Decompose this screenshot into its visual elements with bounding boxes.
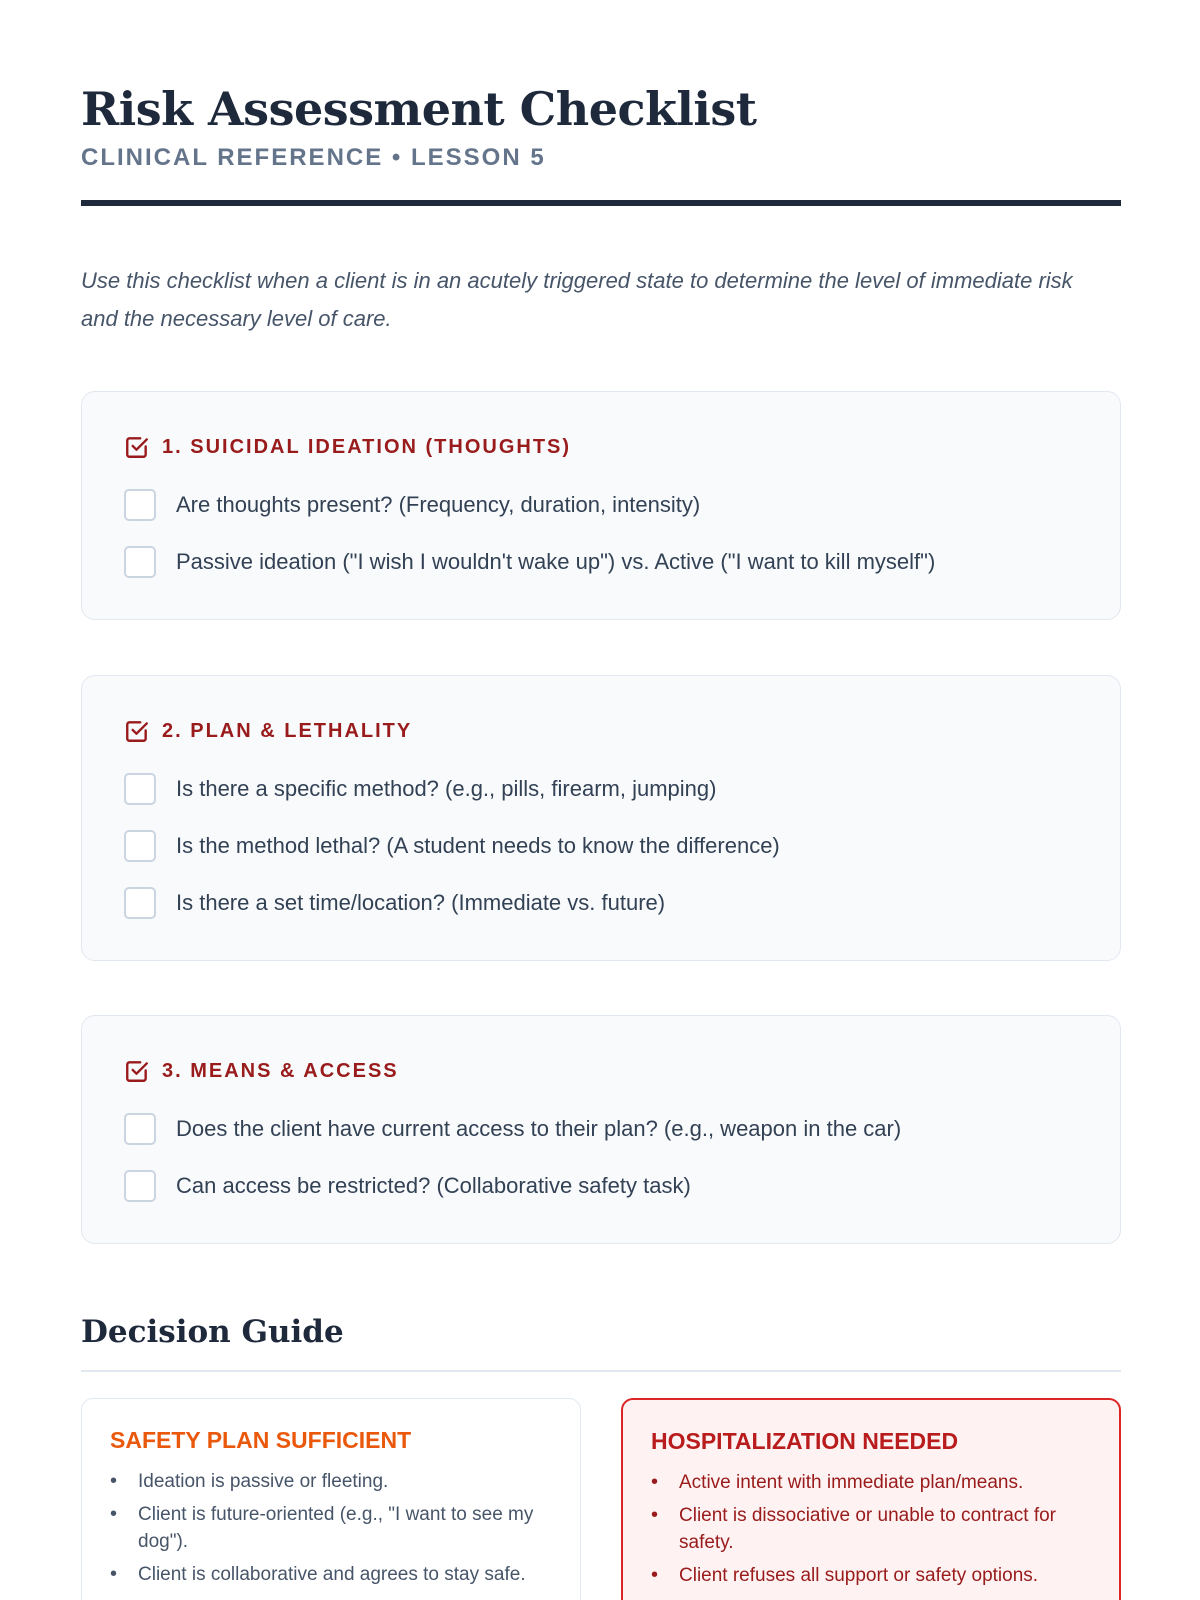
- hospitalization-title: HOSPITALIZATION NEEDED: [651, 1428, 959, 1454]
- header-divider: [81, 200, 1121, 206]
- list-item: • Client is dissociative or unable to contract for safety.: [651, 1502, 1091, 1556]
- list-item: • Active intent with immediate plan/means.: [651, 1469, 1091, 1496]
- safety-plan-title: SAFETY PLAN SUFFICIENT: [110, 1427, 412, 1453]
- item-label: Is there a set time/location? (Immediate vs. future): [176, 890, 666, 915]
- item-checkbox[interactable]: [124, 887, 156, 919]
- checklist-item[interactable]: [124, 545, 935, 579]
- checkbox-checked-icon: [124, 434, 150, 460]
- section-means-access: [81, 1015, 1121, 1244]
- item-checkbox[interactable]: [124, 830, 156, 862]
- checklist-item[interactable]: [124, 886, 665, 920]
- item-label: Is there a specific method? (e.g., pills, firearm, jumping): [176, 776, 717, 801]
- checklist-item[interactable]: [124, 488, 700, 522]
- list-item: • Client refuses all support or safety options.: [651, 1562, 1091, 1589]
- checklist-item[interactable]: [124, 1112, 901, 1146]
- item-checkbox[interactable]: [124, 489, 156, 521]
- page-title: Risk Assessment Checklist: [81, 82, 757, 136]
- safety-plan-card: [81, 1398, 581, 1600]
- section-plan-lethality: [81, 675, 1121, 961]
- section-title: 2. PLAN & LETHALITY: [162, 719, 413, 742]
- item-checkbox[interactable]: [124, 773, 156, 805]
- checkbox-checked-icon: [124, 1058, 150, 1084]
- intro-text: Use this checklist when a client is in an acutely triggered state to determine the level of immediate risk and the necessary level of care.: [81, 268, 1073, 331]
- section-header: [124, 434, 571, 460]
- decision-guide-divider: [81, 1370, 1121, 1372]
- list-item: • Client is future-oriented (e.g., "I want to see my dog").: [110, 1501, 552, 1555]
- item-label: Does the client have current access to their plan? (e.g., weapon in the car): [176, 1116, 902, 1141]
- item-label: Can access be restricted? (Collaborative safety task): [176, 1173, 691, 1198]
- item-label: Are thoughts present? (Frequency, duration, intensity): [176, 492, 701, 517]
- section-header: [124, 718, 412, 744]
- section-header: [124, 1058, 399, 1084]
- hospitalization-list: [651, 1469, 1091, 1589]
- item-checkbox[interactable]: [124, 546, 156, 578]
- page-subtitle: CLINICAL REFERENCE • LESSON 5: [81, 144, 546, 171]
- list-item: • Client is collaborative and agrees to stay safe.: [110, 1561, 552, 1588]
- safety-plan-list: [110, 1468, 552, 1588]
- section-title: 1. SUICIDAL IDEATION (THOUGHTS): [162, 435, 572, 458]
- item-checkbox[interactable]: [124, 1170, 156, 1202]
- decision-guide-title: Decision Guide: [81, 1314, 344, 1350]
- item-checkbox[interactable]: [124, 1113, 156, 1145]
- item-label: Is the method lethal? (A student needs to know the difference): [176, 833, 780, 858]
- checklist-item[interactable]: [124, 1169, 691, 1203]
- list-item: • Ideation is passive or fleeting.: [110, 1468, 552, 1495]
- checklist-item[interactable]: [124, 829, 780, 863]
- checklist-item[interactable]: [124, 772, 716, 806]
- section-suicidal-ideation: [81, 391, 1121, 620]
- hospitalization-card: [621, 1398, 1121, 1600]
- section-title: 3. MEANS & ACCESS: [162, 1059, 399, 1082]
- checkbox-checked-icon: [124, 718, 150, 744]
- item-label: Passive ideation ("I wish I wouldn't wake up") vs. Active ("I want to kill myself"): [176, 549, 936, 574]
